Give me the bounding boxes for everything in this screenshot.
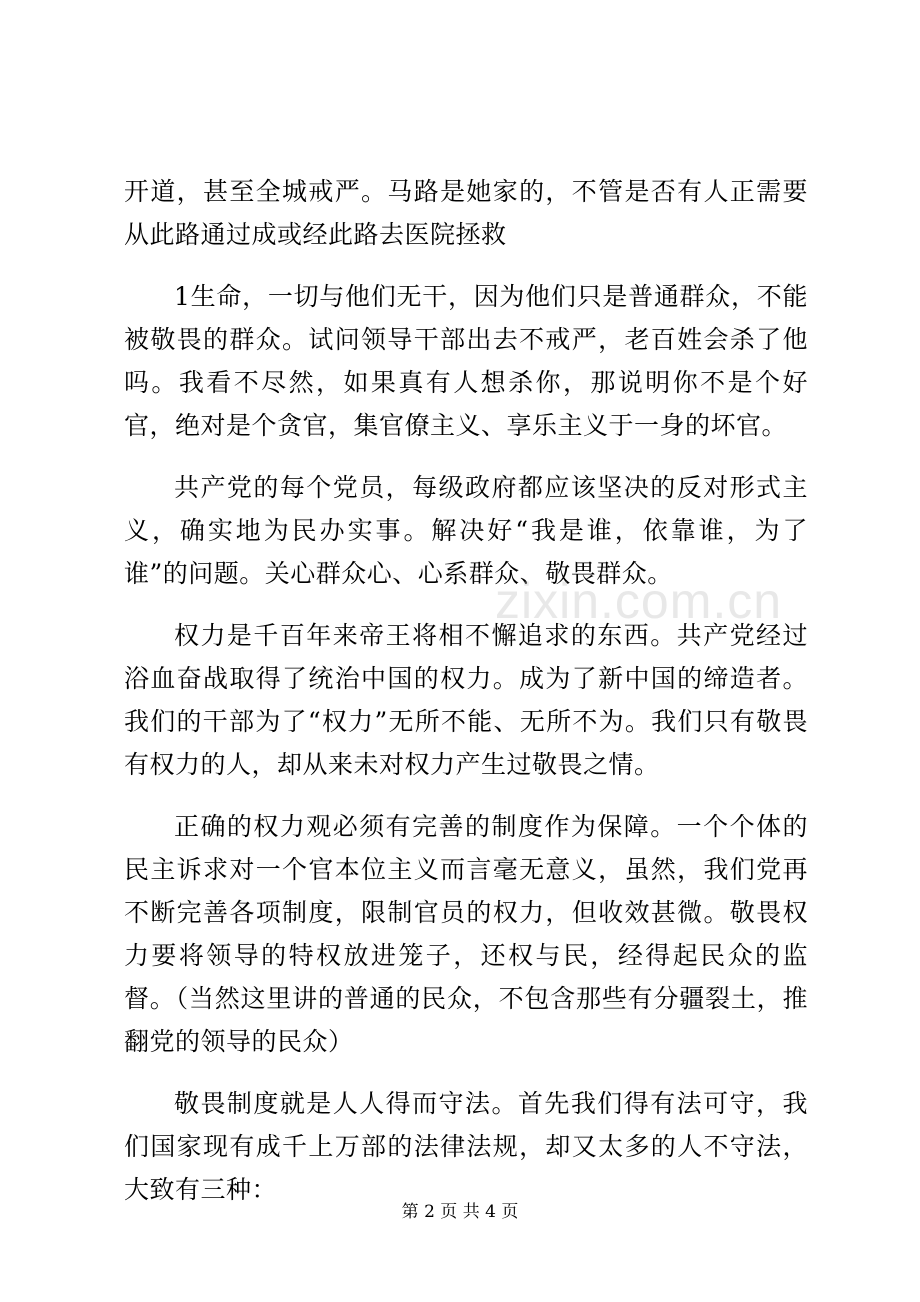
document-body (124, 170, 808, 1230)
watermark: zixin.com.cn (495, 573, 783, 629)
page-footer: 第 2 页 共 4 页 (401, 1202, 519, 1222)
paragraph-3: 共产党的每个党员，每级政府都应该坚决的反对形式主义，确实地为民办实事。解决好“我是谁，依靠谁，为了谁”的问题。关心群众心、心系群众、敬畏群众。 (124, 473, 808, 588)
paragraph-5: 正确的权力观必须有完善的制度作为保障。一个个体的民主诉求对一个官本位主义而言毫无意义，虽然，我们党再不断完善各项制度，限制官员的权力，但收效甚微。敬畏权力要将领导的特权放进笼子，还权与民，经得起民众的监督。（当然这里讲的普通的民众，不包含那些有分疆裂土，推翻党的领导的民众） (124, 812, 808, 1056)
paragraph-6: 敬畏制度就是人人得而守法。首先我们得有法可守，我们国家现有成千上万部的法律法规，却又太多的人不守法，大致有三种： (124, 1089, 808, 1204)
paragraph-2: 1生命，一切与他们无干，因为他们只是普通群众，不能被敬畏的群众。试问领导干部出去不戒严，老百姓会杀了他吗。我看不尽然，如果真有人想杀你，那说明你不是个好官，绝对是个贪官，集官僚主义、享乐主义于一身的坏官。 (124, 282, 808, 440)
paragraph-4: 权力是千百年来帝王将相不懈追求的东西。共产党经过浴血奋战取得了统治中国的权力。成为了新中国的缔造者。我们的干部为了“权力”无所不能、无所不为。我们只有敬畏有权力的人，却从来未对权力产生过敬畏之情。 (124, 621, 808, 779)
paragraph-1: 开道，甚至全城戒严。马路是她家的，不管是否有人正需要从此路通过成或经此路去医院拯救 (124, 177, 808, 249)
